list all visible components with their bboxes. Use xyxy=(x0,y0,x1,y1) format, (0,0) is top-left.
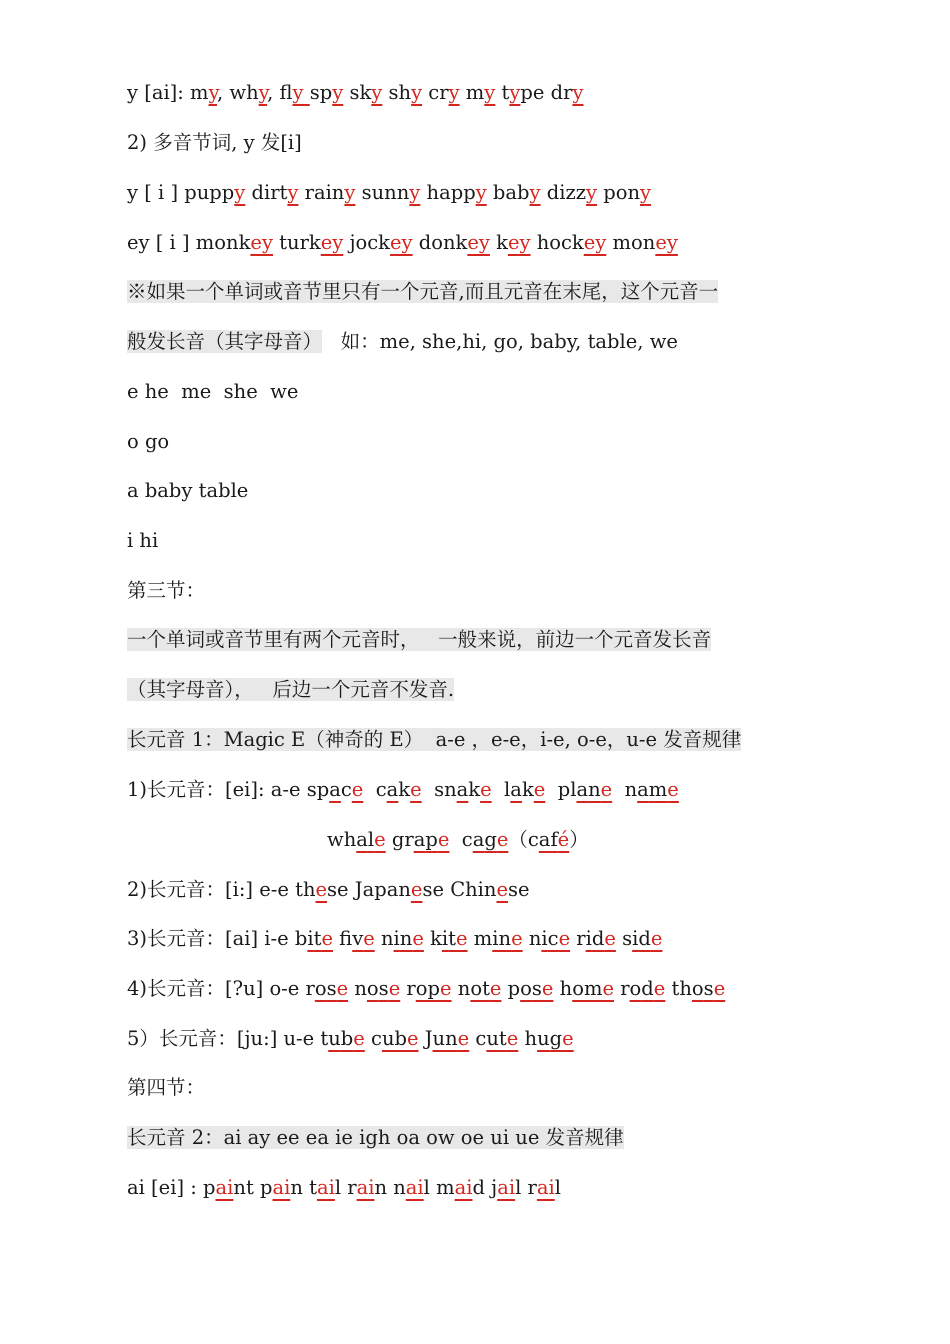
text-segment: 5）长元音：[ju:] u-e t xyxy=(127,1027,329,1050)
highlighted-text xyxy=(127,1126,624,1149)
text-segment: ※如果一个单词或音节里只有一个元音,而且元音在末尾，这个元音一 xyxy=(127,280,719,303)
text-segment: h xyxy=(553,977,573,1000)
text-segment: 1)长元音：[ei]: a-e sp xyxy=(127,778,330,801)
underlined-letter: a xyxy=(637,778,649,801)
highlighted-letter: e xyxy=(440,977,452,1000)
underlined-letter: p xyxy=(427,977,440,1000)
underlined-letter: s xyxy=(378,977,389,1000)
line-text xyxy=(127,927,662,950)
underlined-letter: t xyxy=(498,1027,507,1050)
text-segment: jock xyxy=(343,231,391,254)
line-text xyxy=(327,828,589,851)
highlighted-letter: y xyxy=(208,81,217,104)
underlined-letter: o xyxy=(629,977,642,1000)
text-segment: m xyxy=(467,927,493,950)
text-line xyxy=(127,422,169,462)
highlighted-letter: e xyxy=(437,828,450,851)
highlighted-letter: ai xyxy=(316,1176,335,1199)
underlined-letter: t xyxy=(313,927,322,950)
underlined-letter: d xyxy=(641,977,654,1000)
highlighted-letter: y xyxy=(344,181,356,204)
highlighted-letter: e xyxy=(489,977,502,1000)
text-segment: 第三节： xyxy=(127,579,206,602)
line-text xyxy=(127,529,158,552)
text-segment: s xyxy=(615,927,633,950)
underlined-letter: a xyxy=(413,828,426,851)
text-segment: r xyxy=(614,977,630,1000)
text-line xyxy=(127,272,718,312)
highlighted-letter: y xyxy=(287,181,299,204)
text-segment: se Japan xyxy=(327,878,411,901)
text-segment: nt p xyxy=(233,1176,273,1199)
text-segment: 2)长元音：[i:] e-e th xyxy=(127,878,316,901)
underlined-letter: i xyxy=(492,927,499,950)
text-segment: k xyxy=(521,778,534,801)
text-segment: 第四节： xyxy=(127,1076,206,1099)
highlighted-letter: e xyxy=(558,927,571,950)
text-segment: ey [ i ] monk xyxy=(127,231,251,254)
highlighted-letter: y xyxy=(475,181,487,204)
underlined-letter: a xyxy=(356,828,368,851)
text-segment: n n xyxy=(374,1176,406,1199)
text-segment: 长元音 1：Magic E（神奇的 E） a-e ，e-e，i-e, o-e，u-e 发音规律 xyxy=(127,728,742,751)
underlined-letter: s xyxy=(326,977,337,1000)
text-line xyxy=(127,223,678,263)
highlighted-letter: y xyxy=(484,81,496,104)
text-segment: n xyxy=(348,977,367,1000)
underlined-letter: g xyxy=(484,828,497,851)
highlighted-letter: ey xyxy=(390,231,413,254)
highlighted-letter: e xyxy=(321,927,333,950)
underlined-letter: u xyxy=(537,1027,550,1050)
line-text xyxy=(127,1176,561,1199)
highlighted-letter: é xyxy=(557,828,570,851)
text-segment: a baby table xyxy=(127,479,249,502)
text-segment: k xyxy=(468,778,481,801)
text-segment: o go xyxy=(127,430,170,453)
text-segment: donk xyxy=(412,231,468,254)
underlined-letter: u xyxy=(381,1027,395,1050)
text-segment: l r xyxy=(515,1176,537,1199)
highlighted-letter: e xyxy=(496,828,509,851)
highlighted-letter: e xyxy=(456,927,468,950)
underlined-letter: u xyxy=(486,1027,499,1050)
text-line xyxy=(327,820,589,860)
highlighted-letter: e xyxy=(388,977,401,1000)
text-segment: pe dr xyxy=(520,81,573,104)
highlighted-letter: y xyxy=(292,81,310,104)
underlined-letter: i xyxy=(307,927,314,950)
text-segment: c xyxy=(469,1027,487,1050)
text-line xyxy=(127,322,678,362)
line-text xyxy=(127,579,205,602)
underlined-letter: i xyxy=(441,927,449,950)
text-segment: n t xyxy=(290,1176,317,1199)
highlighted-letter: e xyxy=(412,927,424,950)
underlined-letter: a xyxy=(472,828,485,851)
highlighted-letter: ai xyxy=(215,1176,234,1199)
text-segment: , fl xyxy=(267,81,293,104)
text-segment: dirt xyxy=(245,181,288,204)
text-segment: wh xyxy=(327,828,357,851)
text-segment: h xyxy=(518,1027,538,1050)
highlighted-letter: e xyxy=(496,878,509,901)
text-segment: 一个单词或音节里有两个元音时， 一般来说，前边一个元音发长音 xyxy=(127,628,712,651)
underlined-letter: a xyxy=(510,778,522,801)
text-line xyxy=(127,919,662,959)
text-segment: k xyxy=(423,927,442,950)
text-segment: happ xyxy=(420,181,476,204)
text-segment: l xyxy=(491,778,511,801)
highlighted-letter: y xyxy=(371,81,383,104)
highlighted-letter: y xyxy=(586,181,598,204)
underlined-letter: a xyxy=(386,778,399,801)
text-segment: l m xyxy=(423,1176,455,1199)
text-line xyxy=(127,969,725,1009)
text-line xyxy=(127,870,530,910)
text-segment: rain xyxy=(298,181,345,204)
text-segment: , wh xyxy=(217,81,259,104)
text-segment: e he me she we xyxy=(127,380,299,403)
highlighted-letter: y xyxy=(509,81,521,104)
text-line xyxy=(127,372,298,412)
underlined-letter: i xyxy=(585,927,592,950)
underlined-letter: a xyxy=(329,778,341,801)
highlighted-letter: e xyxy=(511,927,523,950)
underlined-letter: o xyxy=(520,977,532,1000)
underlined-letter: m xyxy=(583,977,603,1000)
highlighted-letter: e xyxy=(653,977,666,1000)
highlighted-text xyxy=(127,678,454,701)
text-line xyxy=(127,720,741,760)
text-segment: n xyxy=(612,778,638,801)
underlined-letter: s xyxy=(531,977,542,1000)
text-segment: k xyxy=(489,231,508,254)
highlighted-letter: e xyxy=(406,1027,419,1050)
highlighted-letter: ai xyxy=(405,1176,424,1199)
text-segment: sk xyxy=(343,81,372,104)
text-segment: sn xyxy=(421,778,457,801)
highlighted-letter: e xyxy=(604,927,616,950)
highlighted-letter: ey xyxy=(320,231,344,254)
highlighted-letter: e xyxy=(336,977,349,1000)
line-text xyxy=(127,778,679,801)
line-text xyxy=(127,479,248,502)
text-line xyxy=(127,471,248,511)
highlighted-text xyxy=(127,280,718,303)
text-segment: 4)长元音：[?u] o-e r xyxy=(127,977,315,1000)
text-line xyxy=(127,620,711,660)
underlined-letter: v xyxy=(352,927,364,950)
highlighted-text xyxy=(127,628,711,651)
text-segment: k xyxy=(398,778,411,801)
text-line xyxy=(127,1168,561,1208)
underlined-letter: n xyxy=(498,927,512,950)
highlighted-letter: ey xyxy=(655,231,678,254)
underlined-letter: a xyxy=(538,828,551,851)
text-segment: i hi xyxy=(127,529,159,552)
text-segment: n xyxy=(451,977,471,1000)
text-segment: （其字母音）， 后边一个元音不发音. xyxy=(127,678,455,701)
text-segment: se xyxy=(508,878,530,901)
text-line xyxy=(127,770,679,810)
highlighted-letter: ai xyxy=(356,1176,375,1199)
highlighted-letter: e xyxy=(562,1027,574,1050)
text-segment: 如：me, she,hi, go, baby, table, we xyxy=(322,330,678,353)
highlighted-letter: e xyxy=(533,778,546,801)
underlined-letter: n xyxy=(445,1027,458,1050)
text-segment: m xyxy=(459,81,485,104)
underlined-letter: a xyxy=(576,778,589,801)
text-segment: l r xyxy=(334,1176,357,1199)
text-segment: pl xyxy=(545,778,577,801)
text-line xyxy=(127,73,583,113)
text-segment: c xyxy=(449,828,473,851)
underlined-letter: s xyxy=(703,977,714,1000)
underlined-letter: d xyxy=(591,927,605,950)
text-segment: c xyxy=(363,778,387,801)
text-line xyxy=(127,571,205,611)
highlighted-letter: e xyxy=(410,778,422,801)
text-segment: ） xyxy=(569,828,589,851)
highlighted-letter: e xyxy=(600,778,613,801)
underlined-letter: t xyxy=(482,977,490,1000)
highlighted-letter: e xyxy=(410,878,423,901)
underlined-letter: p xyxy=(425,828,438,851)
text-segment: gr xyxy=(385,828,414,851)
text-segment: dizz xyxy=(540,181,587,204)
highlighted-letter: y xyxy=(411,81,423,104)
underlined-letter: l xyxy=(367,828,375,851)
line-text xyxy=(127,1076,205,1099)
highlighted-letter: e xyxy=(667,778,679,801)
underlined-letter: i xyxy=(632,927,639,950)
underlined-letter: o xyxy=(415,977,428,1000)
highlighted-letter: e xyxy=(602,977,615,1000)
text-line xyxy=(127,1019,574,1059)
text-segment: c xyxy=(340,778,352,801)
highlighted-letter: ey xyxy=(467,231,490,254)
underlined-letter: f xyxy=(550,828,558,851)
line-text xyxy=(127,1027,574,1050)
text-segment: se Chin xyxy=(422,878,497,901)
text-segment: f xyxy=(332,927,353,950)
text-segment: n xyxy=(522,927,542,950)
highlighted-letter: y xyxy=(640,181,652,204)
text-segment: sunn xyxy=(355,181,410,204)
text-line xyxy=(127,123,302,163)
text-segment: cr xyxy=(422,81,449,104)
underlined-letter: g xyxy=(549,1027,563,1050)
text-segment: c xyxy=(364,1027,382,1050)
highlighted-letter: e xyxy=(315,878,328,901)
highlighted-text xyxy=(127,728,741,751)
text-line xyxy=(127,1118,624,1158)
text-line xyxy=(127,173,651,213)
highlighted-letter: y xyxy=(448,81,460,104)
line-text xyxy=(127,977,725,1000)
text-line xyxy=(127,521,158,561)
text-segment: d j xyxy=(472,1176,498,1199)
text-segment: l xyxy=(554,1176,561,1199)
underlined-letter: u xyxy=(432,1027,446,1050)
text-segment: 长元音 2：ai ay ee ea ie igh oa ow oe ui ue 发音规律 xyxy=(127,1126,624,1149)
text-line xyxy=(127,670,454,710)
text-segment: J xyxy=(418,1027,433,1050)
line-text xyxy=(127,81,583,104)
text-segment: pon xyxy=(597,181,641,204)
highlighted-letter: ai xyxy=(536,1176,555,1199)
text-segment: p xyxy=(501,977,521,1000)
text-segment: y [ i ] pupp xyxy=(127,181,235,204)
text-segment: turk xyxy=(272,231,321,254)
underlined-letter: o xyxy=(572,977,584,1000)
underlined-letter: o xyxy=(691,977,704,1000)
text-segment: r xyxy=(400,977,416,1000)
underlined-letter: d xyxy=(638,927,651,950)
highlighted-letter: y xyxy=(572,81,584,104)
text-line xyxy=(127,1068,205,1108)
highlighted-letter: ey xyxy=(250,231,273,254)
text-segment: 2) 多音节词, y 发[i] xyxy=(127,131,302,154)
highlighted-letter: y xyxy=(332,81,344,104)
underlined-letter: m xyxy=(648,778,668,801)
text-segment: n xyxy=(374,927,394,950)
underlined-letter: i xyxy=(393,927,400,950)
text-segment: hock xyxy=(530,231,584,254)
highlighted-letter: ai xyxy=(497,1176,516,1199)
line-text xyxy=(127,131,302,154)
highlighted-letter: ey xyxy=(583,231,607,254)
highlighted-letter: e xyxy=(541,977,554,1000)
highlighted-letter: y xyxy=(529,181,541,204)
line-text xyxy=(127,430,169,453)
underlined-letter: o xyxy=(470,977,483,1000)
underlined-letter: c xyxy=(547,927,559,950)
highlighted-letter: y xyxy=(409,181,421,204)
highlighted-letter: y xyxy=(258,81,268,104)
highlighted-letter: ai xyxy=(454,1176,473,1199)
underlined-letter: n xyxy=(588,778,601,801)
underlined-letter: b xyxy=(394,1027,407,1050)
line-text xyxy=(127,330,678,353)
highlighted-letter: ey xyxy=(507,231,531,254)
underlined-letter: i xyxy=(541,927,548,950)
text-segment: 3)长元音：[ai] i-e b xyxy=(127,927,308,950)
highlighted-letter: e xyxy=(713,977,726,1000)
line-text xyxy=(127,231,678,254)
highlighted-letter: e xyxy=(650,927,663,950)
highlighted-letter: e xyxy=(457,1027,470,1050)
highlighted-letter: e xyxy=(506,1027,519,1050)
text-segment: th xyxy=(665,977,692,1000)
text-segment: sp xyxy=(309,81,333,104)
underlined-letter: b xyxy=(340,1027,354,1050)
text-segment: （c xyxy=(508,828,539,851)
highlighted-letter: e xyxy=(480,778,492,801)
underlined-letter: u xyxy=(328,1027,341,1050)
highlighted-letter: e xyxy=(374,828,386,851)
underlined-letter: o xyxy=(366,977,379,1000)
text-segment: y [ai]: m xyxy=(127,81,209,104)
highlighted-letter: e xyxy=(353,1027,365,1050)
highlighted-text: 般发长音（其字母音） xyxy=(127,330,323,353)
line-text xyxy=(127,878,530,901)
underlined-letter: t xyxy=(448,927,457,950)
text-segment: bab xyxy=(486,181,530,204)
underlined-letter: a xyxy=(456,778,469,801)
line-text xyxy=(127,380,298,403)
text-segment: r xyxy=(570,927,586,950)
text-segment: sh xyxy=(382,81,412,104)
line-text xyxy=(127,181,651,204)
underlined-letter: n xyxy=(399,927,413,950)
underlined-letter: o xyxy=(314,977,327,1000)
highlighted-letter: e xyxy=(351,778,364,801)
text-segment: ai [ei] : p xyxy=(127,1176,216,1199)
text-segment: mon xyxy=(606,231,656,254)
text-segment: t xyxy=(495,81,510,104)
highlighted-letter: e xyxy=(363,927,375,950)
highlighted-letter: ai xyxy=(272,1176,291,1199)
highlighted-letter: y xyxy=(234,181,246,204)
